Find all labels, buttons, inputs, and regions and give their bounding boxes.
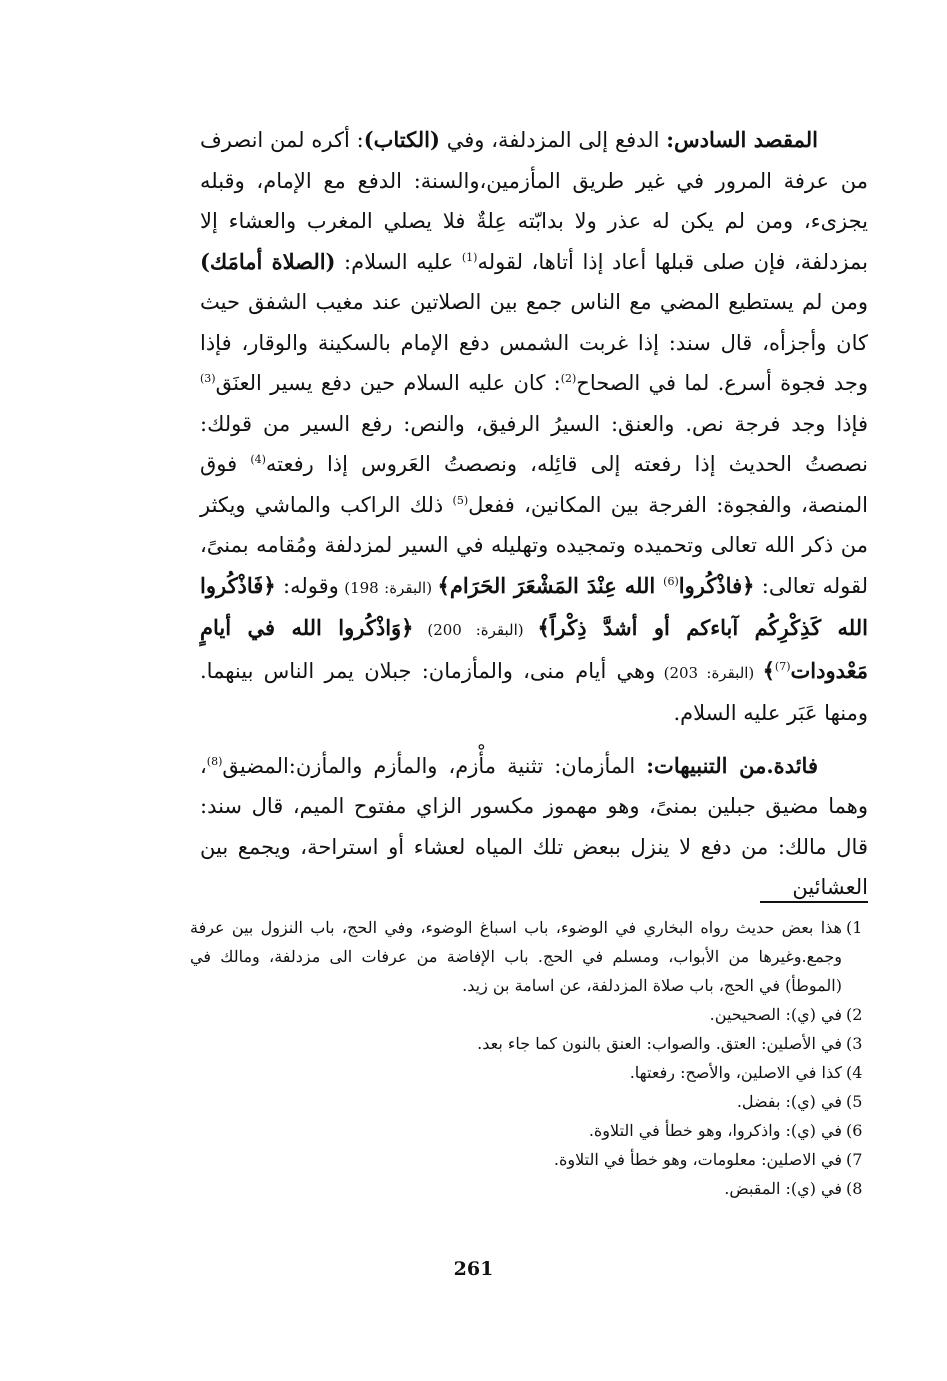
footnote-text: في الأصلين: العتق. والصواب: العنق بالنون كما جاء بعد. — [477, 1034, 842, 1053]
footnote-text: في (ي): بفضل. — [736, 1092, 842, 1111]
verse-reference: (البقرة: 203) — [655, 663, 763, 682]
paragraph-1 — [200, 120, 868, 734]
quran-verse: ﴾ — [762, 657, 775, 683]
page-number: 261 — [453, 1258, 494, 1280]
footnote-marker[interactable]: (3) — [200, 372, 216, 385]
footnote-text: في (ي): المقبض. — [724, 1179, 842, 1198]
footnote-marker[interactable]: (8) — [206, 754, 223, 768]
verse-reference: (البقرة: 198) — [338, 578, 438, 597]
text-run: فإذا وجد فرجة نص. والعنق: السيرُ الرفيق، والنص: رفع السير من قولك: نصصتُ الحديث إذا رفعته إلى قائِله، ونصصتُ العَروس إذا رفعته — [200, 411, 868, 476]
quran-verse: ﴿وَاذْكُروا الله في أيامٍ مَعْدودات — [200, 615, 869, 683]
paragraph-2 — [200, 746, 868, 908]
footnote-number: (3 — [846, 1034, 863, 1053]
footnote-marker[interactable]: (2) — [560, 372, 577, 385]
hadith-quote: (الصلاة أمامَك) — [200, 248, 336, 274]
footnote-number: (6 — [846, 1121, 863, 1140]
footnote-text: هذا بعض حديث رواه البخاري في الوضوء، باب اسباغ الوضوء، وفي الحج، باب النزول بين عرفة وجمع.وغيرها من الأبواب، ومسلم في الحج. باب الإفاضة من عرفات الى مزدلفة، ومالك في (الموطأ) في الحج، باب صلاة المزدلفة، عن اسامة بن زيد. — [190, 918, 842, 995]
footnote — [190, 1174, 868, 1203]
footnote-marker[interactable]: (5) — [452, 493, 469, 507]
footnote — [190, 1000, 868, 1029]
section-heading: المقصد السادس: — [666, 127, 819, 152]
quran-verse: الله عِنْدَ المَشْعَرَ الحَرَام﴾ — [437, 572, 664, 598]
footnote-text: في (ي): واذكروا، وهو خطأ في التلاوة. — [588, 1121, 842, 1140]
text-run: المأزمان: تثنية مأْزم، والمأزم والمأزن:المضيق — [222, 753, 647, 778]
text-run: : كان عليه السلام حين دفع يسير العنَق — [215, 371, 561, 395]
footnote-number: (1 — [846, 918, 863, 937]
footnote-text: في (ي): الصحيحين. — [709, 1005, 842, 1024]
footnotes — [190, 913, 868, 1203]
footnote-number: (8 — [846, 1179, 863, 1198]
book-reference: (الكتاب) — [363, 127, 440, 152]
text-run: عليه السلام: — [335, 249, 462, 274]
text-run: فوق المنصة، والفجوة: الفرجة بين المكانين، ففعل — [200, 452, 868, 517]
text-run: وهي أيام منى، والمأزمان: جبلان يمر الناس بينهما. ومنها عَبَر عليه السلام. — [200, 658, 868, 725]
footnote-number: (2 — [846, 1005, 863, 1024]
footnote — [190, 1145, 868, 1174]
footnote-marker[interactable]: (7) — [774, 659, 791, 673]
footnote-text: كذا في الاصلين، والأصح: رفعتها. — [629, 1063, 842, 1082]
text-run: ، وهما مضيق جبلين بمنىً، وهو مهموز مكسور الزاي مفتوح الميم، قال سند: قال مالك: من دفع لا ينزل ببعض تلك المياه لعشاء أو استراحة، ويجمع بين العشائين — [200, 753, 868, 899]
text-run: ذلك الراكب والماشي ويكثر من ذكر الله تعالى وتحميده وتمجيده وتهليله في السير لمزدلفة ومُقامه بمنىً، لقوله تعالى: — [200, 492, 869, 598]
note-heading: فائدة.من التنبيهات: — [646, 752, 818, 778]
quran-verse: ﴿فاذْكُروا — [678, 572, 755, 598]
footnote — [190, 913, 868, 1000]
footnote-separator — [760, 901, 868, 903]
footnote — [190, 1116, 868, 1145]
text-run: وقوله: — [275, 573, 339, 598]
footnote-number: (7 — [846, 1150, 863, 1169]
footnote-number: (5 — [846, 1092, 863, 1111]
footnote — [190, 1058, 868, 1087]
footnote-number: (4 — [846, 1063, 863, 1082]
footnote-text: في الاصلين: معلومات، وهو خطأ في التلاوة. — [553, 1150, 842, 1169]
main-text — [200, 120, 868, 908]
footnote-marker[interactable]: (6) — [663, 574, 679, 588]
footnote — [190, 1029, 868, 1058]
footnote-marker[interactable]: (4) — [250, 453, 266, 466]
footnote-marker[interactable]: (1) — [461, 250, 478, 264]
footnote — [190, 1087, 868, 1116]
quran-verse: ﴿فَاذْكُروا الله كَذِكْرِكُم آباءكم أو أشدَّ ذِكْراً﴾ — [200, 572, 868, 640]
verse-reference: (البقرة: 200) — [413, 621, 538, 639]
text-run: : أكره لمن انصرف من عرفة المرور في غير طريق المأزمين،والسنة: الدفع مع الإمام، وقبله يجزىء، ومن لم يكن له عذر ولا بدابّته عِلةٌ فلا يصلي المغرب والعشاء إلا بمزدلفة، فإن صلى قبلها أعاد إذا أتاها، لقوله — [200, 128, 868, 274]
text-run: الدفع إلى المزدلفة، وفي — [439, 128, 667, 152]
text-run: ومن لم يستطيع المضي مع الناس جمع بين الصلاتين عند مغيب الشفق حيث كان وأجزأه، قال سند: إذا غربت الشمس دفع الإمام بالسكينة والوقار، فإذا وجد فجوة أسرع. لما في الصحاح — [200, 290, 868, 395]
